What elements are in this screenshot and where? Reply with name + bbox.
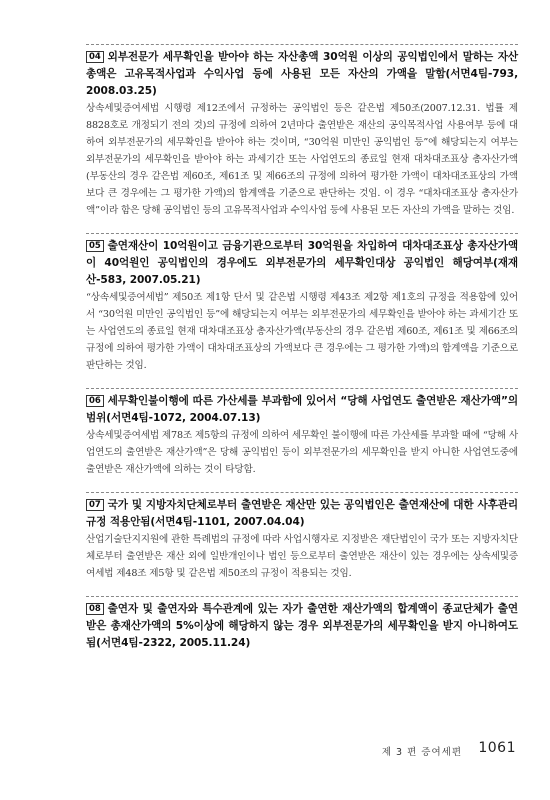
section-heading	[86, 238, 518, 289]
section-heading	[86, 49, 518, 100]
footer-page-number: 1061	[478, 740, 516, 756]
ruling-section-07	[86, 492, 518, 582]
section-number-badge: 06	[86, 395, 104, 407]
ruling-section-04	[86, 44, 518, 219]
ruling-section-05	[86, 233, 518, 374]
section-heading	[86, 393, 518, 427]
section-body: 산업기술단지지원에 관한 특례법의 규정에 따라 사업시행자로 지정받은 재단법인이 국가 또는 지방자치단체로부터 출연받은 재산 외에 일반개인이나 법인 등으로부터 출연받은 재산이 있는 경우에는 상속세및증여세법 제48조 제5항 및 같은법 제50조의 규정이 적용되는 것임.	[86, 534, 518, 579]
section-divider	[86, 44, 518, 45]
section-title: 외부전문가 세무확인을 받아야 하는 자산총액 30억원 이상의 공익법인에서 말하는 자산총액은 고유목적사업과 수익사업 등에 사용된 모든 자산의 가액을 말함(서면4팀-793, 2008.03.25)	[86, 51, 518, 97]
section-number-badge: 07	[86, 499, 104, 511]
section-divider	[86, 492, 518, 493]
ruling-section-06	[86, 388, 518, 478]
page-footer	[0, 741, 550, 761]
section-title: 국가 및 지방자치단체로부터 출연받은 재산만 있는 공익법인은 출연재산에 대한 사후관리규정 적용안됨(서면4팀-1101, 2007.04.04)	[86, 499, 518, 528]
section-number-badge: 05	[86, 240, 104, 252]
section-number-badge: 08	[86, 603, 104, 615]
page-content	[86, 44, 518, 666]
section-divider	[86, 596, 518, 597]
section-body: 상속세및증여세법 제78조 제5항의 규정에 의하여 세무확인 불이행에 따른 가산세를 부과할 때에 “당해 사업연도의 출연받은 재산가액”은 당해 공익법인 등이 외부전문가의 세무확인을 받지 아니한 사업연도중에 출연받은 재산가액에 의하는 것이 타당함.	[86, 430, 518, 475]
section-title: 세무확인불이행에 따른 가산세를 부과함에 있어서 “당해 사업연도 출연받은 재산가액”의 범위(서면4팀-1072, 2004.07.13)	[86, 395, 518, 424]
section-heading	[86, 601, 518, 652]
section-divider	[86, 233, 518, 234]
section-body: 상속세및증여세법 시행령 제12조에서 규정하는 공익법인 등은 같은법 제50조(2007.12.31. 법률 제8828호로 개정되기 전의 것)의 규정에 의하여 2년마다 출연받은 재산의 공익목적사업 사용여부 등에 대하여 외부전문가의 세무확인을 받아야 하는 것이며, “30억원 미만인 공익법인 등”에 해당되는지 여부는 외부전문가의 세무확인을 받아야 하는 과세기간 또는 사업연도의 종료일 현재 대차대조표상 총자산가액(부동산의 경우 같은법 제60조, 제61조 및 제66조의 규정에 의하여 평가한 가액이 대차대조표상의 가액보다 큰 경우에는 그 평가한 가액)의 합계액을 기준으로 판단하는 것임. 이 경우 “대차대조표상 총자산가액”이라 함은 당해 공익법인 등의 고유목적사업과 수익사업 등에 사용된 모든 자산의 가액을 말하는 것임.	[86, 103, 518, 216]
section-heading	[86, 497, 518, 531]
section-title: 출연자 및 출연자와 특수관계에 있는 자가 출연한 재산가액의 합계액이 종교단체가 출연받은 총재산가액의 5%이상에 해당하지 않는 경우 외부전문가의 세무확인을 받지 아니하여도 됨(서면4팀-2322, 2005.11.24)	[86, 603, 518, 649]
section-number-badge: 04	[86, 51, 104, 63]
section-title: 출연재산이 10억원이고 금융기관으로부터 30억원을 차입하여 대차대조표상 총자산가액이 40억원인 공익법인의 경우에도 외부전문가의 세무확인대상 공익법인 해당여부(재재산-583, 2007.05.21)	[86, 240, 518, 286]
footer-chapter-label: 제 3 편 증여세편	[381, 747, 462, 758]
ruling-section-08	[86, 596, 518, 652]
section-body: “상속세및증여세법” 제50조 제1항 단서 및 같은법 시행령 제43조 제2항 제1호의 규정을 적용함에 있어서 “30억원 미만인 공익법인 등”에 해당되는지 여부는 외부전문가의 세무확인을 받아야 하는 과세기간 또는 사업연도의 종료일 현재 대차대조표상 총자산가액(부동산의 경우 같은법 제60조, 제61조 및 제66조의 규정에 의하여 평가한 가액이 대차대조표상의 가액보다 큰 경우에는 그 평가한 가액)의 합계액을 기준으로 판단하는 것임.	[86, 292, 518, 371]
section-divider	[86, 388, 518, 389]
